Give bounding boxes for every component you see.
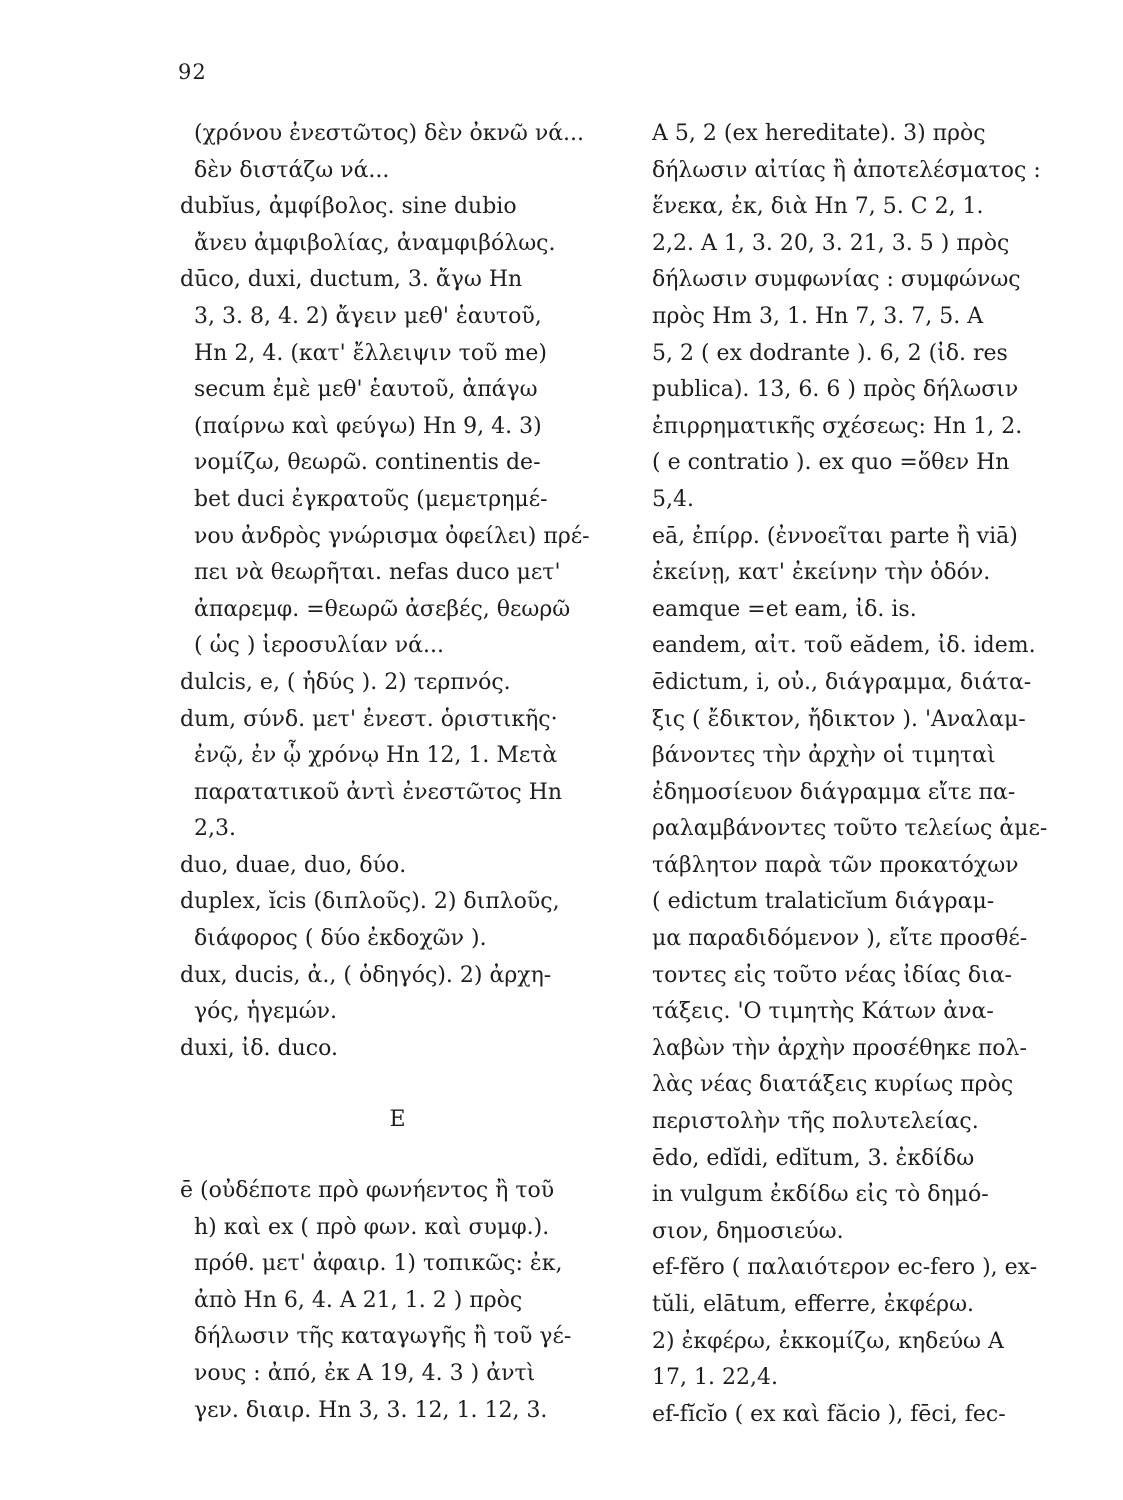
text-line: h) καὶ ex ( πρὸ φων. καὶ συμφ.). bbox=[194, 1214, 550, 1240]
section-letter-heading: E bbox=[389, 1107, 406, 1133]
text-line: ἐκείνῃ, κατ' ἐκείνην τὴν ὁδόν. bbox=[652, 560, 991, 586]
text-line: μα παραδιδόμενον ), εἴτε προσθέ- bbox=[652, 926, 1028, 952]
text-line: (παίρνω καὶ φεύγω) Hn 9, 4. 3) bbox=[194, 413, 542, 439]
text-line: dux, ducis, ἀ., ( ὁδηγός). 2) ἀρχη- bbox=[180, 962, 552, 988]
text-line: δήλωσιν τῆς καταγωγῆς ἢ τοῦ γέ- bbox=[194, 1324, 572, 1350]
text-line: duo, duae, duo, δύο. bbox=[180, 852, 407, 878]
text-line: 2,2. A 1, 3. 20, 3. 21, 3. 5 ) πρὸς bbox=[652, 230, 1010, 256]
text-line: ἀπαρεμφ. =θεωρῶ ἀσεβές, θεωρῶ bbox=[194, 596, 571, 622]
text-line: ( e contratio ). ex quo =ὅθεν Hn bbox=[652, 450, 1010, 476]
text-line: νομίζω, θεωρῶ. continentis de- bbox=[194, 450, 541, 476]
text-line: νου ἀνδρὸς γνώρισμα ὀφείλει) πρέ- bbox=[194, 523, 590, 549]
text-line: Hn 2, 4. (κατ' ἔλλειψιν τοῦ me) bbox=[194, 340, 547, 366]
text-line: eamque =et eam, ἰδ. is. bbox=[652, 596, 917, 622]
text-line: ραλαμβάνοντες τοῦτο τελείως ἀμε- bbox=[652, 816, 1048, 842]
text-line: παρατατικοῦ ἀντὶ ἐνεστῶτος Hn bbox=[194, 779, 563, 805]
text-line: ( ὡς ) ἱεροσυλίαν νά... bbox=[194, 633, 445, 659]
text-line: dulcis, e, ( ἡδύς ). 2) τερπνός. bbox=[180, 669, 511, 695]
left-entries bbox=[180, 116, 615, 1067]
text-line: ἐπιρρηματικῆς σχέσεως: Hn 1, 2. bbox=[652, 413, 1023, 439]
text-line: ἐδημοσίευον διάγραμμα εἴτε πα- bbox=[652, 779, 1016, 805]
text-line: eā, ἐπίρρ. (ἐννοεῖται parte ἢ viā) bbox=[652, 523, 1018, 549]
text-line: 2,3. bbox=[194, 816, 236, 842]
text-line: δήλωσιν συμφωνίας : συμφώνως bbox=[652, 267, 1021, 293]
text-line: ēdictum, i, οὐ., διάγραμμα, διάτα- bbox=[652, 669, 1032, 695]
text-line: τάβλητον παρὰ τῶν προκατόχων bbox=[652, 852, 1019, 878]
text-line: πει νὰ θεωρῆται. nefas duco μετ' bbox=[194, 560, 561, 586]
text-line: γός, ἡγεμών. bbox=[194, 999, 338, 1025]
text-line: ἕνεκα, ἐκ, διὰ Hn 7, 5. C 2, 1. bbox=[652, 194, 984, 220]
text-line: τάξεις. 'Ο τιμητὴς Κάτων ἀνα- bbox=[652, 999, 994, 1025]
text-line: duplex, ĭcis (διπλοῦς). 2) διπλοῦς, bbox=[180, 889, 560, 915]
text-line: duxi, ἰδ. duco. bbox=[180, 1035, 338, 1061]
text-line: 17, 1. 22,4. bbox=[652, 1365, 778, 1391]
text-line: δήλωσιν αἰτίας ἢ ἀποτελέσματος : bbox=[652, 157, 1041, 183]
text-line: tŭli, elātum, efferre, ἐκφέρω. bbox=[652, 1292, 975, 1317]
left-entries-after bbox=[180, 1173, 615, 1429]
text-line: ἀπὸ Hn 6, 4. A 21, 1. 2 ) πρὸς bbox=[194, 1287, 523, 1313]
text-line: dubĭus, ἀμφίβολος. sine dubio bbox=[180, 194, 517, 220]
text-line: ξις ( ἔδικτον, ἤδικτον ). 'Αναλαμ- bbox=[652, 706, 1026, 732]
text-line: 5, 2 ( ex dodrante ). 6, 2 (ἰδ. res bbox=[652, 340, 1008, 366]
text-line: δὲν διστάζω νά... bbox=[194, 157, 390, 183]
text-line: ē (οὐδέποτε πρὸ φωνήεντος ἢ τοῦ bbox=[180, 1178, 555, 1204]
text-line: περιστολὴν τῆς πολυτελείας. bbox=[652, 1109, 979, 1135]
text-line: 3, 3. 8, 4. 2) ἄγειν μεθ' ἑαυτοῦ, bbox=[194, 303, 542, 329]
text-line: διάφορος ( δύο ἐκδοχῶν ). bbox=[194, 926, 487, 952]
text-line: σιον, δημοσιεύω. bbox=[652, 1218, 844, 1244]
text-line: ἐνῷ, ἐν ᾧ χρόνῳ Hn 12, 1. Μετὰ bbox=[194, 743, 558, 769]
text-line: in vulgum ἐκδίδω εἰς τὸ δημό- bbox=[652, 1182, 989, 1208]
text-line: secum ἐμὲ μεθ' ἑαυτοῦ, ἀπάγω bbox=[194, 377, 538, 403]
text-line: λὰς νέας διατάξεις κυρίως πρὸς bbox=[652, 1072, 1014, 1098]
left-column bbox=[180, 116, 615, 1429]
text-line: ēdo, edĭdi, edĭtum, 3. ἐκδίδω bbox=[652, 1145, 975, 1171]
text-line: πρόθ. μετ' ἀφαιρ. 1) τοπικῶς: ἐκ, bbox=[194, 1251, 563, 1277]
text-line: ef-fĭcĭo ( ex καὶ făcio ), fēci, fec- bbox=[652, 1401, 1006, 1427]
text-line: dum, σύνδ. μετ' ἐνεστ. ὁριστικῆς· bbox=[180, 706, 558, 732]
text-line: πρὸς Hm 3, 1. Hn 7, 3. 7, 5. A bbox=[652, 303, 984, 329]
text-line: τοντες εἰς τοῦτο νέας ἰδίας δια- bbox=[652, 962, 1012, 988]
text-line: νους : ἀπό, ἐκ A 19, 4. 3 ) ἀντὶ bbox=[194, 1361, 536, 1386]
text-line: 2) ἐκφέρω, ἐκκομίζω, κηδεύω A bbox=[652, 1328, 1004, 1354]
right-column bbox=[652, 116, 1087, 1433]
text-line: 5,4. bbox=[652, 486, 694, 512]
text-line: bet duci ἐγκρατοῦς (μεμετρημέ- bbox=[194, 486, 548, 512]
text-line: ἄνευ ἀμφιβολίας, ἀναμφιβόλως. bbox=[194, 230, 556, 256]
text-line: dūco, duxi, ductum, 3. ἄγω Hn bbox=[180, 267, 523, 293]
text-line: ef-fĕro ( παλαιότερον ec-fero ), ex- bbox=[652, 1255, 1038, 1281]
text-line: eandem, αἰτ. τοῦ eădem, ἰδ. idem. bbox=[652, 633, 1036, 659]
text-line: (χρόνου ἐνεστῶτος) δὲν ὀκνῶ νά... bbox=[194, 121, 585, 146]
text-line: A 5, 2 (ex hereditate). 3) πρὸς bbox=[652, 121, 986, 146]
text-line: γεν. διαιρ. Hn 3, 3. 12, 1. 12, 3. bbox=[194, 1397, 548, 1423]
text-line: publica). 13, 6. 6 ) πρὸς δήλωσιν bbox=[652, 377, 1019, 403]
text-line: ( edictum tralaticĭum διάγραμ- bbox=[652, 889, 995, 915]
page-number: 92 bbox=[178, 60, 207, 84]
text-line: λαβὼν τὴν ἀρχὴν προσέθηκε πολ- bbox=[652, 1035, 1027, 1061]
text-line: βάνοντες τὴν ἀρχὴν οἱ τιμηταὶ bbox=[652, 743, 996, 769]
